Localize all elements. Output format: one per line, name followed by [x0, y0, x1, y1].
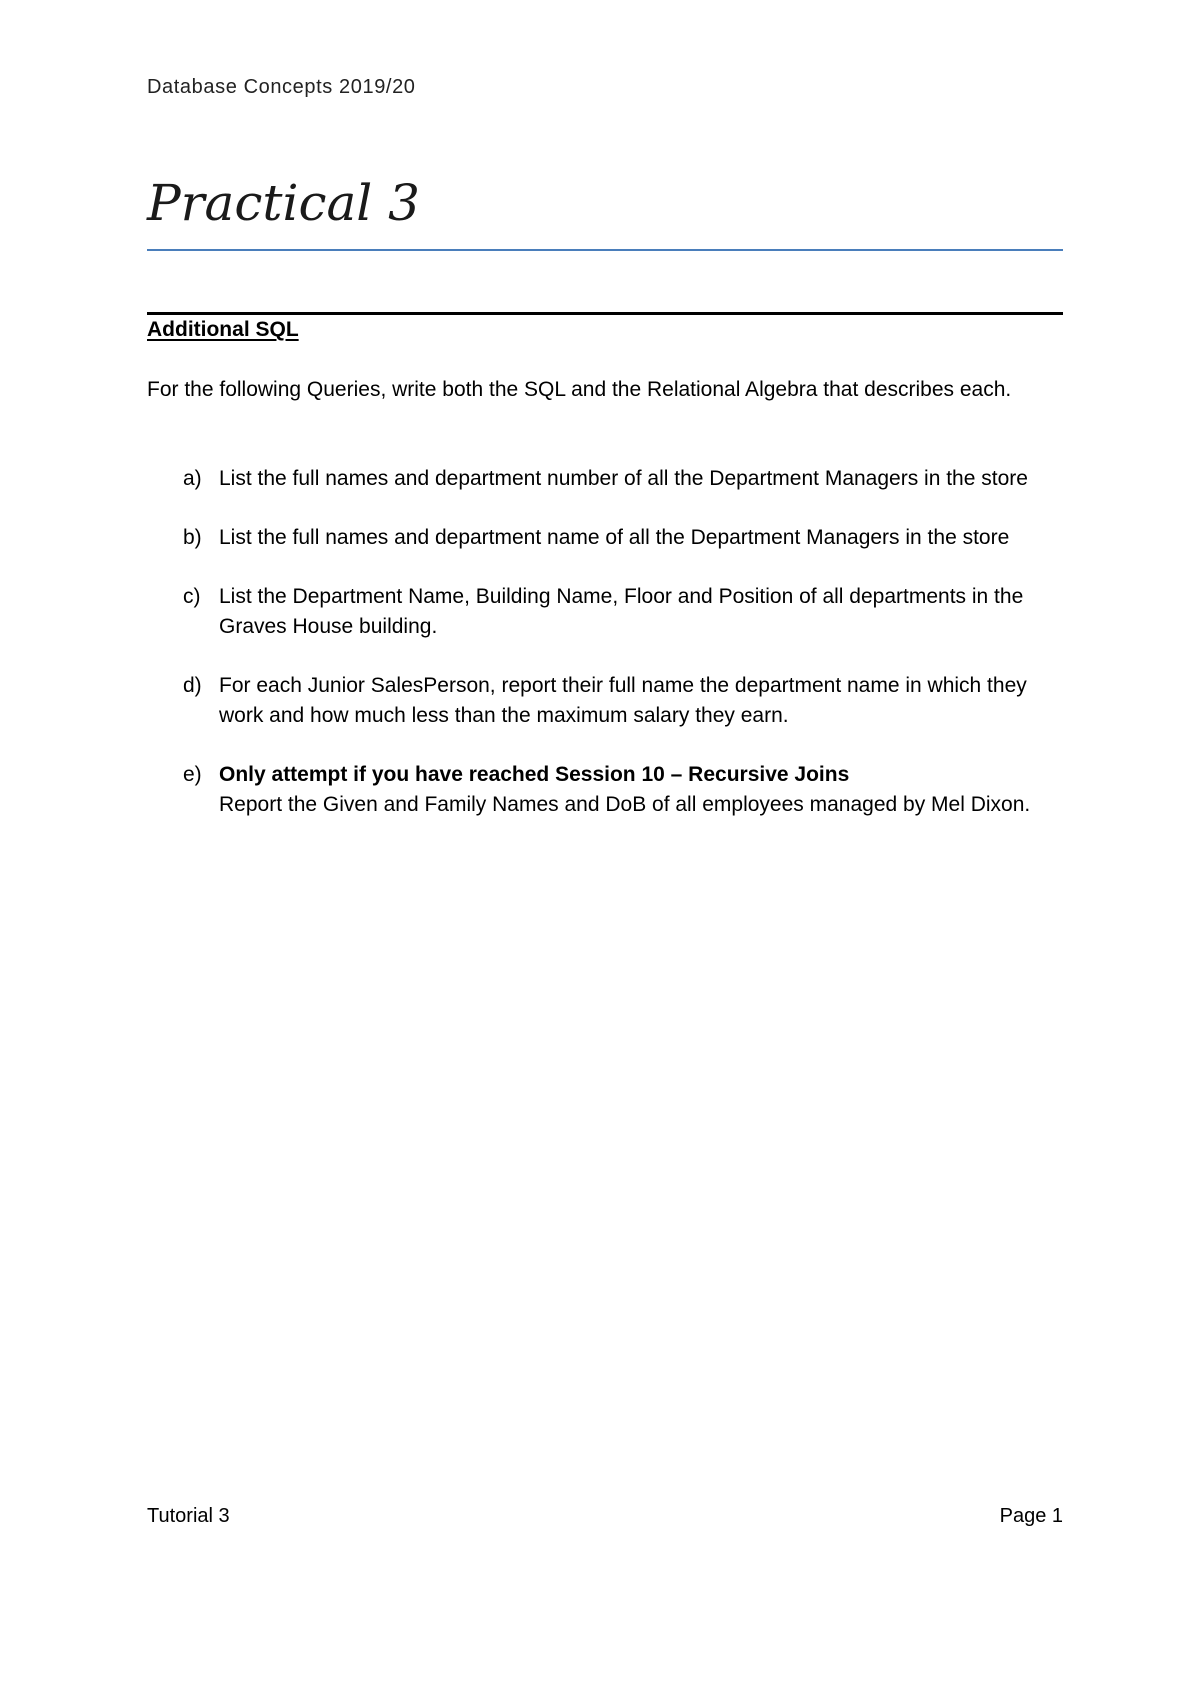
footer-page-number: Page 1 [999, 1505, 1063, 1527]
question-text: List the full names and department name of all the Department Managers in the store [219, 526, 1010, 549]
title-divider [147, 249, 1063, 251]
question-text: List the full names and department number of all the Department Managers in the store [219, 467, 1028, 490]
page-title: Practical 3 [147, 174, 420, 232]
question-text: For each Junior SalesPerson, report their full name the department name in which they work and how much less than the maximum salary they earn. [219, 674, 1027, 727]
section-heading: Additional SQL [147, 318, 299, 341]
question-letter: c) [183, 585, 201, 608]
question-note: Only attempt if you have reached Session 10 – Recursive Joins [219, 763, 850, 786]
page-header: Database Concepts 2019/20 [147, 76, 416, 98]
question-item-c [147, 582, 1067, 642]
section-intro: For the following Queries, write both the SQL and the Relational Algebra that describes each. [147, 378, 1012, 401]
question-item-d [147, 671, 1067, 731]
question-letter: b) [183, 526, 202, 549]
question-text: List the Department Name, Building Name, Floor and Position of all departments in the Graves House building. [219, 585, 1024, 638]
question-letter: a) [183, 467, 202, 490]
question-letter: e) [183, 763, 202, 786]
question-letter: d) [183, 674, 202, 697]
question-list [147, 464, 1067, 849]
question-text: Report the Given and Family Names and DoB of all employees managed by Mel Dixon. [219, 793, 1031, 816]
footer-left: Tutorial 3 [147, 1505, 230, 1527]
question-item-a [147, 464, 1067, 494]
section-divider [147, 312, 1063, 315]
question-item-e [147, 760, 1067, 820]
question-item-b [147, 523, 1067, 553]
